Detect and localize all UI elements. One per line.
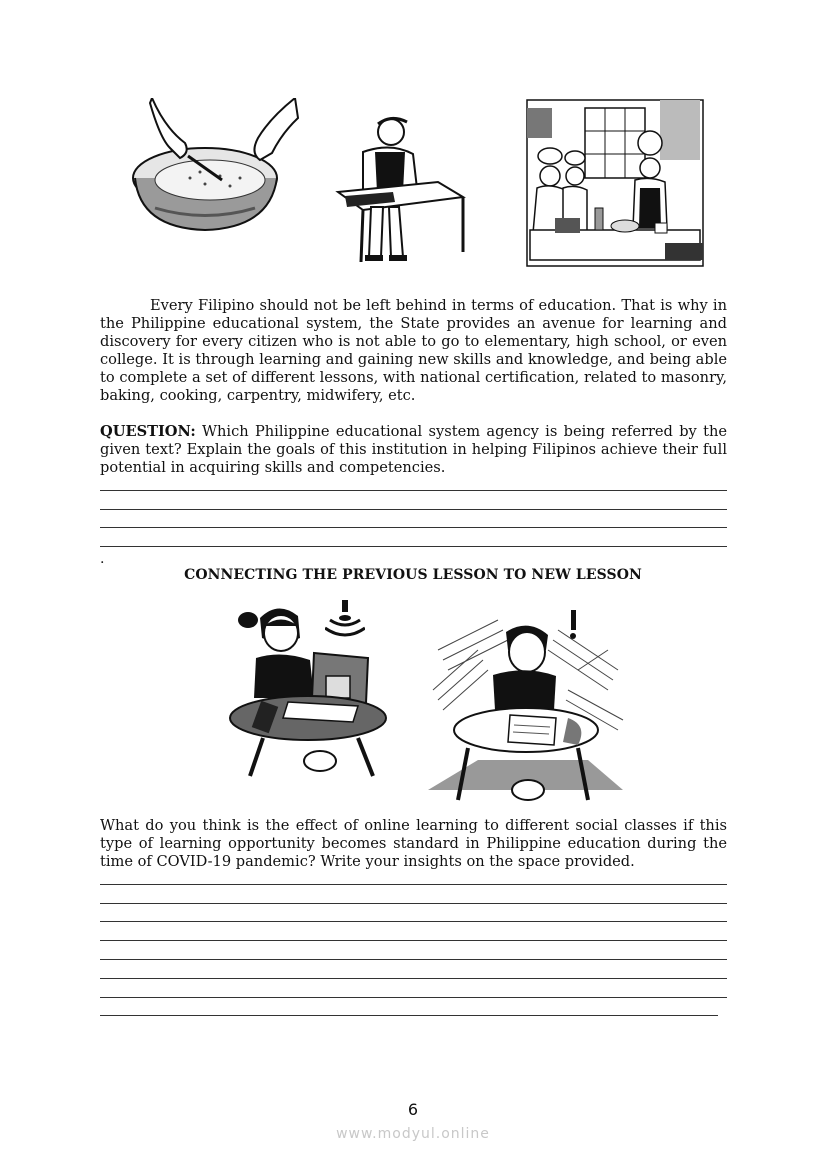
mixing-bowl-illustration <box>130 98 300 233</box>
answer-line[interactable] <box>100 866 727 885</box>
intro-paragraph: Every Filipino should not be left behind in terms of education. That is why in the Philippine educational system, the State provides an avenue for learning and discovery for every citizen who is not able to go to elementary, high school, or even college. It is through learning and gaining new skills and knowledge, and being able to complete a set of different lessons, with national certification, related to masonry, baking, cooking, carpentry, midwifery, etc. <box>100 297 727 404</box>
question-answer-lines[interactable] <box>100 472 727 547</box>
answer-line[interactable] <box>100 941 727 960</box>
question-label: QUESTION: <box>100 423 196 440</box>
worried-student-illustration <box>418 610 628 810</box>
bakers-illustration <box>525 98 705 268</box>
answer-line[interactable] <box>100 510 727 529</box>
answer-line[interactable] <box>100 528 727 547</box>
answer-line[interactable] <box>100 472 727 491</box>
carpenter-illustration <box>333 112 473 267</box>
question-paragraph <box>100 423 727 477</box>
stray-dot: . <box>100 551 105 567</box>
answer-line[interactable] <box>100 885 727 904</box>
question-text: Which Philippine educational system agency is being referred by the given text? Explain the goals of this institution in helping Filipinos achieve their full potential in acquiring skills and competencies. <box>100 423 727 476</box>
answer-line[interactable] <box>100 922 727 941</box>
page-number: 6 <box>407 1100 419 1119</box>
answer-line[interactable] <box>100 998 718 1017</box>
watermark: www.modyul.online <box>336 1126 490 1142</box>
answer-line[interactable] <box>100 979 727 998</box>
section-heading: CONNECTING THE PREVIOUS LESSON TO NEW LESSON <box>184 567 642 583</box>
answer-line[interactable] <box>100 960 727 979</box>
answer-line[interactable] <box>100 491 727 510</box>
answer-line[interactable] <box>100 904 727 923</box>
reflection-answer-lines[interactable] <box>100 866 727 1016</box>
wifi-signal-icon <box>325 600 365 640</box>
reflection-paragraph: What do you think is the effect of online learning to different social classes if this type of learning opportunity becomes standard in Philippine education during the time of COVID-19 pandemic? Write your insights on the space provided. <box>100 817 727 870</box>
